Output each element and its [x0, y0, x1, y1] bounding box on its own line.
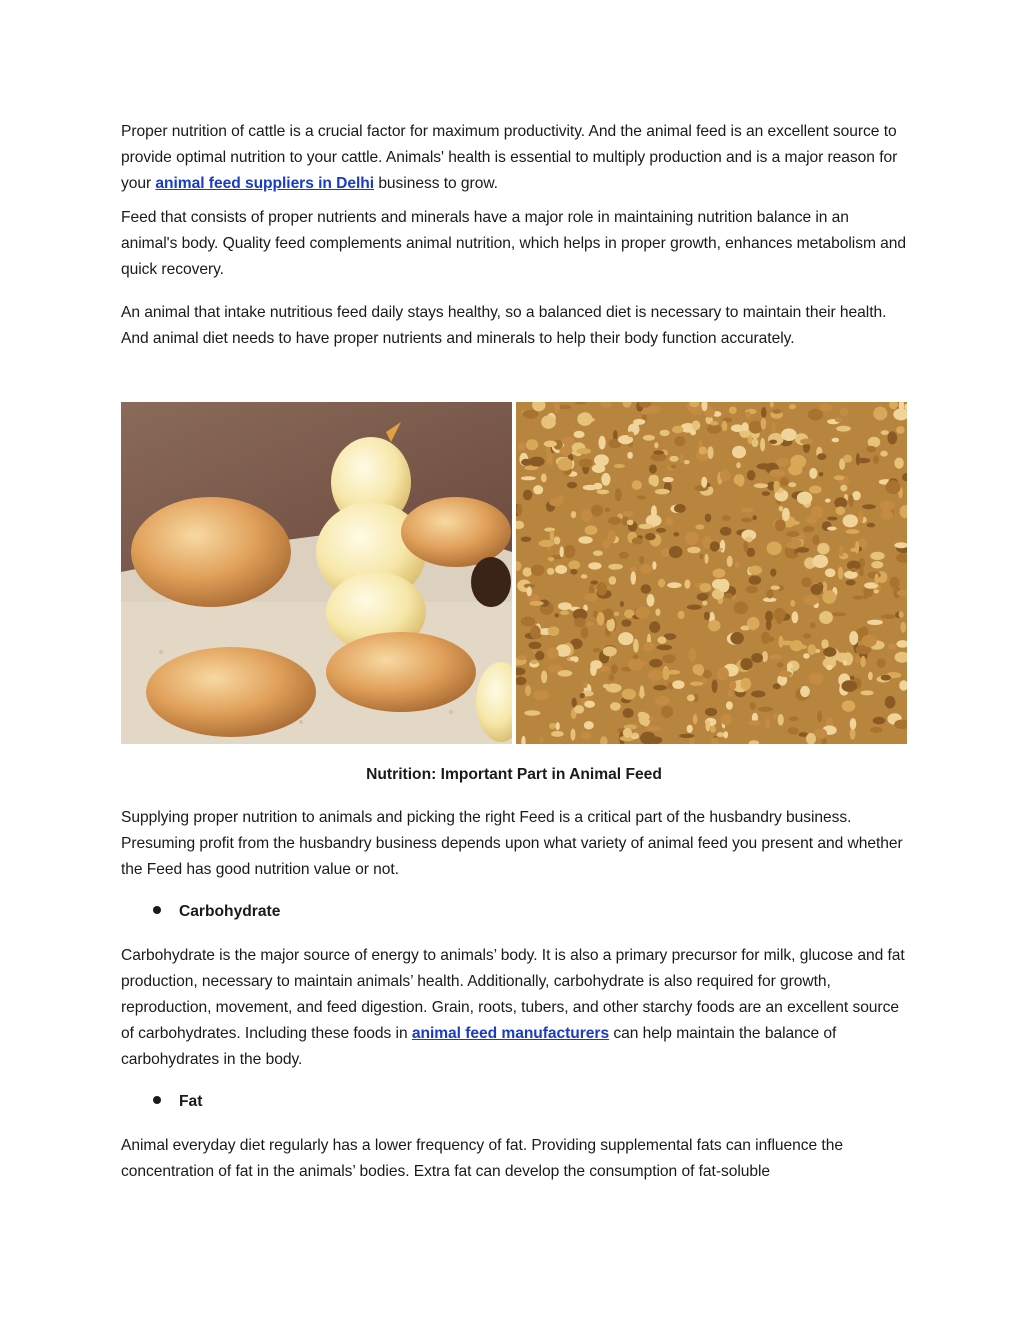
bullet-dot-icon: [153, 1096, 161, 1104]
document-body-top: [121, 119, 907, 352]
paragraph-intro-text: Proper nutrition of cattle is a crucial factor for maximum productivity. And the animal feed is an excellent source to provide optimal nutrition to your cattle. Animals' health is essential to multiply production and is a major reason for your: [121, 123, 898, 192]
paragraph-balanced-diet: An animal that intake nutritious feed daily stays healthy, so a balanced diet is necessary to maintain their health. And animal diet needs to have proper nutrients and minerals to help their body function accurately.: [121, 304, 887, 347]
animal-feed-suppliers-link[interactable]: animal feed suppliers in Delhi: [155, 175, 375, 192]
paragraph-intro: [121, 119, 907, 197]
document-body-middle: [121, 805, 907, 883]
paragraph-fat: Animal everyday diet regularly has a lower frequency of fat. Providing supplemental fats can influence the concentration of fat in the animals’ bodies. Extra fat can develop the consumption of fat-soluble: [121, 1137, 843, 1180]
paragraph-carbohydrate-text: Carbohydrate is the major source of energy to animals’ body. It is also a primary precursor for milk, glucose and fat production, necessary to maintain animals’ health. Additionally, carbohydrate is also required for growth, reproduction, movement, and feed digestion. Grain, roots, tubers, and other starchy foods are an excellent source of carbohydrates. Including these foods in: [121, 947, 905, 1042]
paragraph-carbohydrate: [121, 943, 907, 1073]
figure-caption: Nutrition: Important Part in Animal Feed: [366, 766, 662, 783]
document-body-fat: [121, 1133, 907, 1185]
bullet-fat-label: Fat: [179, 1093, 203, 1110]
feed-figure: [121, 402, 907, 744]
animal-feed-manufacturers-link[interactable]: animal feed manufacturers: [411, 1025, 610, 1042]
paragraph-carbohydrate-tail: can help maintain the balance of carbohydrates in the body.: [121, 1025, 837, 1068]
bullet-fat: [153, 1090, 202, 1114]
document-body-carbohydrate: [121, 943, 907, 1073]
chicks-photo: [121, 402, 512, 744]
bullet-dot-icon: [153, 906, 161, 914]
paragraph-intro-tail: business to grow.: [374, 175, 498, 192]
paragraph-feed-nutrients: Feed that consists of proper nutrients and minerals have a major role in maintaining nutrition balance in an animal's body. Quality feed complements animal nutrition, which helps in proper growth, enhances metabolism and quick recovery.: [121, 209, 907, 278]
paragraph-husbandry: Supplying proper nutrition to animals and picking the right Feed is a critical part of the husbandry business. Presuming profit from the husbandry business depends upon what variety of animal feed you present and whether the Feed has good nutrition value or not.: [121, 809, 903, 878]
bullet-carbohydrate-label: Carbohydrate: [179, 903, 281, 920]
bullet-carbohydrate: [153, 900, 280, 924]
feed-pellets-photo: [516, 402, 907, 744]
